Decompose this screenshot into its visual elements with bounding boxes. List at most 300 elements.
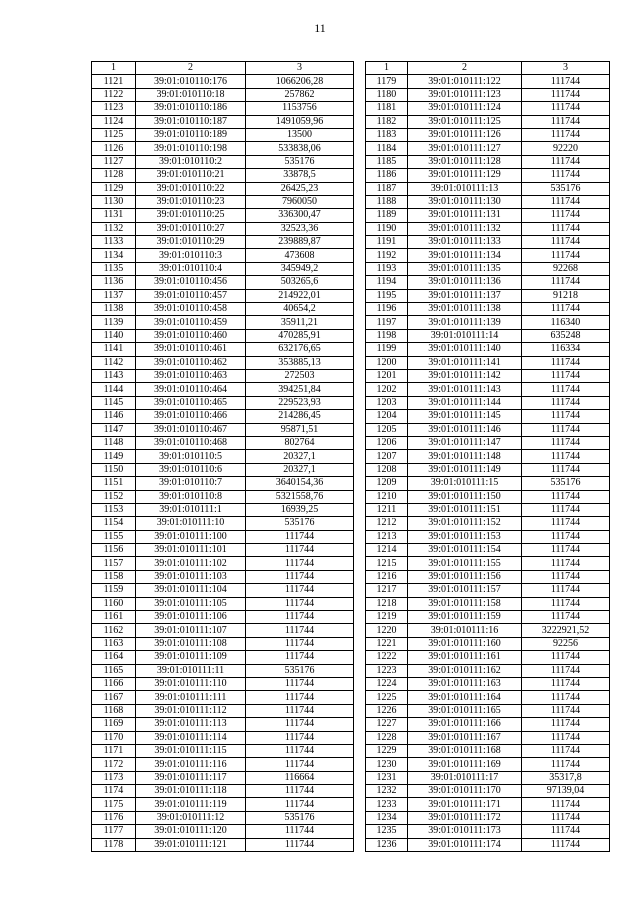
table-row xyxy=(92,222,354,235)
row-number-cell: 1222 xyxy=(366,651,408,664)
value-cell: 111744 xyxy=(522,383,610,396)
cadastral-number-cell: 39:01:010111:149 xyxy=(408,463,522,476)
table-row xyxy=(92,731,354,744)
value-cell: 111744 xyxy=(246,718,354,731)
cadastral-number-cell: 39:01:010111:168 xyxy=(408,744,522,757)
cadastral-number-cell: 39:01:010110:18 xyxy=(136,88,246,101)
row-number-cell: 1231 xyxy=(366,771,408,784)
table-row xyxy=(366,637,610,650)
row-number-cell: 1142 xyxy=(92,356,136,369)
table-row xyxy=(366,423,610,436)
row-number-cell: 1181 xyxy=(366,102,408,115)
row-number-cell: 1123 xyxy=(92,102,136,115)
value-cell: 535176 xyxy=(246,155,354,168)
row-number-cell: 1137 xyxy=(92,289,136,302)
cadastral-number-cell: 39:01:010111:15 xyxy=(408,477,522,490)
table-row xyxy=(366,316,610,329)
row-number-cell: 1184 xyxy=(366,142,408,155)
cadastral-number-cell: 39:01:010111:171 xyxy=(408,798,522,811)
value-cell: 111744 xyxy=(246,798,354,811)
cadastral-number-cell: 39:01:010110:462 xyxy=(136,356,246,369)
value-cell: 111744 xyxy=(522,744,610,757)
table-row xyxy=(366,584,610,597)
cadastral-number-cell: 39:01:010110:466 xyxy=(136,410,246,423)
left-table xyxy=(91,61,354,852)
cadastral-number-cell: 39:01:010111:146 xyxy=(408,423,522,436)
table-row xyxy=(366,825,610,838)
cadastral-number-cell: 39:01:010111:148 xyxy=(408,450,522,463)
value-cell: 111744 xyxy=(522,423,610,436)
row-number-cell: 1174 xyxy=(92,785,136,798)
cadastral-number-cell: 39:01:010110:5 xyxy=(136,450,246,463)
row-number-cell: 1180 xyxy=(366,88,408,101)
cadastral-number-cell: 39:01:010111:162 xyxy=(408,664,522,677)
cadastral-number-cell: 39:01:010111:16 xyxy=(408,624,522,637)
value-cell: 111744 xyxy=(522,195,610,208)
table-row xyxy=(92,88,354,101)
cadastral-number-cell: 39:01:010111:108 xyxy=(136,637,246,650)
cadastral-number-cell: 39:01:010111:120 xyxy=(136,825,246,838)
value-cell: 535176 xyxy=(522,477,610,490)
cadastral-number-cell: 39:01:010111:102 xyxy=(136,557,246,570)
table-row xyxy=(92,303,354,316)
cadastral-number-cell: 39:01:010111:143 xyxy=(408,383,522,396)
cadastral-number-cell: 39:01:010111:142 xyxy=(408,369,522,382)
table-row xyxy=(366,396,610,409)
row-number-cell: 1235 xyxy=(366,825,408,838)
cadastral-number-cell: 39:01:010111:150 xyxy=(408,490,522,503)
value-cell: 214286,45 xyxy=(246,410,354,423)
table-row xyxy=(366,517,610,530)
value-cell: 345949,2 xyxy=(246,262,354,275)
row-number-cell: 1146 xyxy=(92,410,136,423)
cadastral-number-cell: 39:01:010111:166 xyxy=(408,718,522,731)
cadastral-number-cell: 39:01:010110:29 xyxy=(136,236,246,249)
table-row xyxy=(92,825,354,838)
cadastral-number-cell: 39:01:010111:145 xyxy=(408,410,522,423)
row-number-cell: 1173 xyxy=(92,771,136,784)
row-number-cell: 1158 xyxy=(92,570,136,583)
table-row xyxy=(92,677,354,690)
table-row xyxy=(92,369,354,382)
cadastral-number-cell: 39:01:010110:465 xyxy=(136,396,246,409)
table-row xyxy=(366,704,610,717)
table-row xyxy=(92,182,354,195)
value-cell: 92268 xyxy=(522,262,610,275)
cadastral-number-cell: 39:01:010110:459 xyxy=(136,316,246,329)
row-number-cell: 1138 xyxy=(92,303,136,316)
value-cell: 111744 xyxy=(522,396,610,409)
table-row xyxy=(92,664,354,677)
value-cell: 111744 xyxy=(522,811,610,824)
row-number-cell: 1177 xyxy=(92,825,136,838)
value-cell: 111744 xyxy=(522,436,610,449)
cadastral-number-cell: 39:01:010111:123 xyxy=(408,88,522,101)
row-number-cell: 1225 xyxy=(366,691,408,704)
row-number-cell: 1234 xyxy=(366,811,408,824)
cadastral-number-cell: 39:01:010111:124 xyxy=(408,102,522,115)
value-cell: 1491059,96 xyxy=(246,115,354,128)
value-cell: 111744 xyxy=(522,88,610,101)
cadastral-number-cell: 39:01:010111:131 xyxy=(408,209,522,222)
table-row xyxy=(92,517,354,530)
row-number-cell: 1124 xyxy=(92,115,136,128)
row-number-cell: 1141 xyxy=(92,343,136,356)
value-cell: 214922,01 xyxy=(246,289,354,302)
value-cell: 111744 xyxy=(246,557,354,570)
cadastral-number-cell: 39:01:010111:174 xyxy=(408,838,522,851)
cadastral-number-cell: 39:01:010111:104 xyxy=(136,584,246,597)
table-row xyxy=(366,731,610,744)
cadastral-number-cell: 39:01:010111:126 xyxy=(408,128,522,141)
table-row xyxy=(92,503,354,516)
cadastral-number-cell: 39:01:010111:167 xyxy=(408,731,522,744)
header-cell: 1 xyxy=(92,62,136,75)
table-row xyxy=(366,611,610,624)
value-cell: 111744 xyxy=(522,102,610,115)
cadastral-number-cell: 39:01:010110:186 xyxy=(136,102,246,115)
cadastral-number-cell: 39:01:010111:157 xyxy=(408,584,522,597)
row-number-cell: 1170 xyxy=(92,731,136,744)
cadastral-number-cell: 39:01:010111:121 xyxy=(136,838,246,851)
row-number-cell: 1155 xyxy=(92,530,136,543)
table-row xyxy=(366,744,610,757)
cadastral-number-cell: 39:01:010111:153 xyxy=(408,530,522,543)
value-cell: 111744 xyxy=(522,155,610,168)
value-cell: 111744 xyxy=(522,664,610,677)
row-number-cell: 1129 xyxy=(92,182,136,195)
cadastral-number-cell: 39:01:010111:128 xyxy=(408,155,522,168)
row-number-cell: 1156 xyxy=(92,544,136,557)
table-row xyxy=(92,209,354,222)
row-number-cell: 1157 xyxy=(92,557,136,570)
row-number-cell: 1229 xyxy=(366,744,408,757)
table-row xyxy=(366,169,610,182)
row-number-cell: 1219 xyxy=(366,611,408,624)
table-row xyxy=(366,88,610,101)
table-row xyxy=(92,329,354,342)
row-number-cell: 1171 xyxy=(92,744,136,757)
value-cell: 229523,93 xyxy=(246,396,354,409)
cadastral-number-cell: 39:01:010111:161 xyxy=(408,651,522,664)
value-cell: 111744 xyxy=(522,490,610,503)
table-row xyxy=(92,785,354,798)
cadastral-number-cell: 39:01:010111:122 xyxy=(408,75,522,88)
cadastral-number-cell: 39:01:010111:137 xyxy=(408,289,522,302)
table-row xyxy=(366,383,610,396)
cadastral-number-cell: 39:01:010110:2 xyxy=(136,155,246,168)
value-cell: 111744 xyxy=(246,691,354,704)
table-row xyxy=(92,128,354,141)
value-cell: 535176 xyxy=(246,517,354,530)
row-number-cell: 1175 xyxy=(92,798,136,811)
value-cell: 111744 xyxy=(246,611,354,624)
table-row xyxy=(92,343,354,356)
cadastral-number-cell: 39:01:010111:110 xyxy=(136,677,246,690)
cadastral-number-cell: 39:01:010110:458 xyxy=(136,303,246,316)
row-number-cell: 1212 xyxy=(366,517,408,530)
row-number-cell: 1135 xyxy=(92,262,136,275)
value-cell: 111744 xyxy=(246,838,354,851)
table-row xyxy=(366,570,610,583)
cadastral-number-cell: 39:01:010111:165 xyxy=(408,704,522,717)
value-cell: 111744 xyxy=(522,597,610,610)
value-cell: 116664 xyxy=(246,771,354,784)
cadastral-number-cell: 39:01:010111:160 xyxy=(408,637,522,650)
row-number-cell: 1208 xyxy=(366,463,408,476)
table-row xyxy=(92,289,354,302)
cadastral-number-cell: 39:01:010110:461 xyxy=(136,343,246,356)
table-row xyxy=(366,236,610,249)
table-row xyxy=(366,785,610,798)
row-number-cell: 1121 xyxy=(92,75,136,88)
row-number-cell: 1178 xyxy=(92,838,136,851)
row-number-cell: 1165 xyxy=(92,664,136,677)
value-cell: 533838,06 xyxy=(246,142,354,155)
cadastral-number-cell: 39:01:010111:164 xyxy=(408,691,522,704)
row-number-cell: 1182 xyxy=(366,115,408,128)
cadastral-number-cell: 39:01:010111:127 xyxy=(408,142,522,155)
table-row xyxy=(92,798,354,811)
row-number-cell: 1163 xyxy=(92,637,136,650)
cadastral-number-cell: 39:01:010111:116 xyxy=(136,758,246,771)
value-cell: 111744 xyxy=(522,169,610,182)
value-cell: 3222921,52 xyxy=(522,624,610,637)
table-row xyxy=(92,249,354,262)
table-row xyxy=(366,477,610,490)
table-row xyxy=(92,490,354,503)
row-number-cell: 1213 xyxy=(366,530,408,543)
table-header-row xyxy=(92,62,354,75)
table-row xyxy=(92,811,354,824)
value-cell: 111744 xyxy=(246,677,354,690)
table-row xyxy=(366,771,610,784)
row-number-cell: 1164 xyxy=(92,651,136,664)
header-cell: 3 xyxy=(522,62,610,75)
table-row xyxy=(92,771,354,784)
value-cell: 111744 xyxy=(522,798,610,811)
value-cell: 111744 xyxy=(246,544,354,557)
value-cell: 111744 xyxy=(246,758,354,771)
cadastral-number-cell: 39:01:010111:172 xyxy=(408,811,522,824)
table-row xyxy=(92,611,354,624)
table-row xyxy=(92,383,354,396)
cadastral-number-cell: 39:01:010111:117 xyxy=(136,771,246,784)
value-cell: 111744 xyxy=(522,209,610,222)
table-row xyxy=(366,450,610,463)
table-row xyxy=(366,410,610,423)
cadastral-number-cell: 39:01:010111:1 xyxy=(136,503,246,516)
table-row xyxy=(366,597,610,610)
cadastral-number-cell: 39:01:010111:151 xyxy=(408,503,522,516)
table-row xyxy=(92,584,354,597)
value-cell: 111744 xyxy=(522,651,610,664)
row-number-cell: 1189 xyxy=(366,209,408,222)
table-row xyxy=(366,544,610,557)
row-number-cell: 1167 xyxy=(92,691,136,704)
value-cell: 92256 xyxy=(522,637,610,650)
value-cell: 111744 xyxy=(246,570,354,583)
table-row xyxy=(92,597,354,610)
cadastral-number-cell: 39:01:010110:468 xyxy=(136,436,246,449)
row-number-cell: 1223 xyxy=(366,664,408,677)
cadastral-number-cell: 39:01:010111:134 xyxy=(408,249,522,262)
value-cell: 116340 xyxy=(522,316,610,329)
value-cell: 116334 xyxy=(522,343,610,356)
value-cell: 111744 xyxy=(522,611,610,624)
cadastral-number-cell: 39:01:010111:119 xyxy=(136,798,246,811)
table-row xyxy=(92,718,354,731)
table-row xyxy=(366,128,610,141)
table-row xyxy=(366,289,610,302)
table-row xyxy=(366,102,610,115)
row-number-cell: 1127 xyxy=(92,155,136,168)
row-number-cell: 1210 xyxy=(366,490,408,503)
row-number-cell: 1201 xyxy=(366,369,408,382)
value-cell: 111744 xyxy=(246,530,354,543)
value-cell: 20327,1 xyxy=(246,450,354,463)
cadastral-number-cell: 39:01:010111:132 xyxy=(408,222,522,235)
right-table-body xyxy=(366,62,610,852)
value-cell: 111744 xyxy=(246,597,354,610)
row-number-cell: 1204 xyxy=(366,410,408,423)
value-cell: 111744 xyxy=(522,731,610,744)
cadastral-number-cell: 39:01:010111:14 xyxy=(408,329,522,342)
cadastral-number-cell: 39:01:010111:155 xyxy=(408,557,522,570)
table-row xyxy=(92,410,354,423)
cadastral-number-cell: 39:01:010111:158 xyxy=(408,597,522,610)
cadastral-number-cell: 39:01:010111:136 xyxy=(408,276,522,289)
cadastral-number-cell: 39:01:010111:17 xyxy=(408,771,522,784)
row-number-cell: 1206 xyxy=(366,436,408,449)
table-row xyxy=(92,691,354,704)
table-row xyxy=(366,664,610,677)
table-row xyxy=(366,691,610,704)
value-cell: 33878,5 xyxy=(246,169,354,182)
value-cell: 111744 xyxy=(246,651,354,664)
row-number-cell: 1236 xyxy=(366,838,408,851)
row-number-cell: 1122 xyxy=(92,88,136,101)
right-table xyxy=(365,61,610,852)
table-row xyxy=(366,222,610,235)
value-cell: 20327,1 xyxy=(246,463,354,476)
row-number-cell: 1185 xyxy=(366,155,408,168)
cadastral-number-cell: 39:01:010110:21 xyxy=(136,169,246,182)
table-row xyxy=(366,356,610,369)
table-row xyxy=(366,811,610,824)
row-number-cell: 1196 xyxy=(366,303,408,316)
page-number: 11 xyxy=(314,21,326,35)
row-number-cell: 1186 xyxy=(366,169,408,182)
table-row xyxy=(92,624,354,637)
left-table-body xyxy=(92,62,354,852)
table-row xyxy=(366,557,610,570)
cadastral-number-cell: 39:01:010111:107 xyxy=(136,624,246,637)
table-row xyxy=(366,329,610,342)
table-row xyxy=(366,651,610,664)
value-cell: 535176 xyxy=(522,182,610,195)
row-number-cell: 1172 xyxy=(92,758,136,771)
cadastral-number-cell: 39:01:010111:170 xyxy=(408,785,522,798)
row-number-cell: 1166 xyxy=(92,677,136,690)
table-row xyxy=(92,102,354,115)
value-cell: 111744 xyxy=(522,115,610,128)
table-row xyxy=(366,758,610,771)
value-cell: 5321558,76 xyxy=(246,490,354,503)
row-number-cell: 1131 xyxy=(92,209,136,222)
cadastral-number-cell: 39:01:010111:111 xyxy=(136,691,246,704)
row-number-cell: 1214 xyxy=(366,544,408,557)
cadastral-number-cell: 39:01:010111:173 xyxy=(408,825,522,838)
cadastral-number-cell: 39:01:010111:141 xyxy=(408,356,522,369)
value-cell: 95871,51 xyxy=(246,423,354,436)
row-number-cell: 1153 xyxy=(92,503,136,516)
value-cell: 40654,2 xyxy=(246,303,354,316)
row-number-cell: 1224 xyxy=(366,677,408,690)
value-cell: 16939,25 xyxy=(246,503,354,516)
row-number-cell: 1191 xyxy=(366,236,408,249)
table-header-row xyxy=(366,62,610,75)
table-row xyxy=(366,490,610,503)
value-cell: 111744 xyxy=(522,356,610,369)
value-cell: 111744 xyxy=(522,369,610,382)
value-cell: 394251,84 xyxy=(246,383,354,396)
value-cell: 97139,04 xyxy=(522,785,610,798)
row-number-cell: 1205 xyxy=(366,423,408,436)
cadastral-number-cell: 39:01:010111:129 xyxy=(408,169,522,182)
cadastral-number-cell: 39:01:010111:169 xyxy=(408,758,522,771)
table-row xyxy=(366,155,610,168)
table-row xyxy=(366,463,610,476)
cadastral-number-cell: 39:01:010110:189 xyxy=(136,128,246,141)
value-cell: 535176 xyxy=(246,811,354,824)
row-number-cell: 1143 xyxy=(92,369,136,382)
value-cell: 111744 xyxy=(522,236,610,249)
table-row xyxy=(92,169,354,182)
row-number-cell: 1233 xyxy=(366,798,408,811)
value-cell: 1066206,28 xyxy=(246,75,354,88)
row-number-cell: 1176 xyxy=(92,811,136,824)
value-cell: 91218 xyxy=(522,289,610,302)
table-row xyxy=(366,209,610,222)
value-cell: 111744 xyxy=(246,785,354,798)
value-cell: 32523,36 xyxy=(246,222,354,235)
cadastral-number-cell: 39:01:010111:156 xyxy=(408,570,522,583)
value-cell: 111744 xyxy=(522,249,610,262)
value-cell: 111744 xyxy=(246,704,354,717)
row-number-cell: 1169 xyxy=(92,718,136,731)
cadastral-number-cell: 39:01:010110:4 xyxy=(136,262,246,275)
value-cell: 802764 xyxy=(246,436,354,449)
table-row xyxy=(366,798,610,811)
cadastral-number-cell: 39:01:010110:463 xyxy=(136,369,246,382)
cadastral-number-cell: 39:01:010110:25 xyxy=(136,209,246,222)
table-row xyxy=(92,262,354,275)
header-cell: 3 xyxy=(246,62,354,75)
cadastral-number-cell: 39:01:010110:3 xyxy=(136,249,246,262)
table-row xyxy=(366,249,610,262)
value-cell: 111744 xyxy=(522,276,610,289)
row-number-cell: 1220 xyxy=(366,624,408,637)
row-number-cell: 1130 xyxy=(92,195,136,208)
value-cell: 111744 xyxy=(522,758,610,771)
cadastral-number-cell: 39:01:010111:152 xyxy=(408,517,522,530)
cadastral-number-cell: 39:01:010111:106 xyxy=(136,611,246,624)
row-number-cell: 1151 xyxy=(92,477,136,490)
table-row xyxy=(92,276,354,289)
cadastral-number-cell: 39:01:010111:125 xyxy=(408,115,522,128)
table-row xyxy=(92,155,354,168)
